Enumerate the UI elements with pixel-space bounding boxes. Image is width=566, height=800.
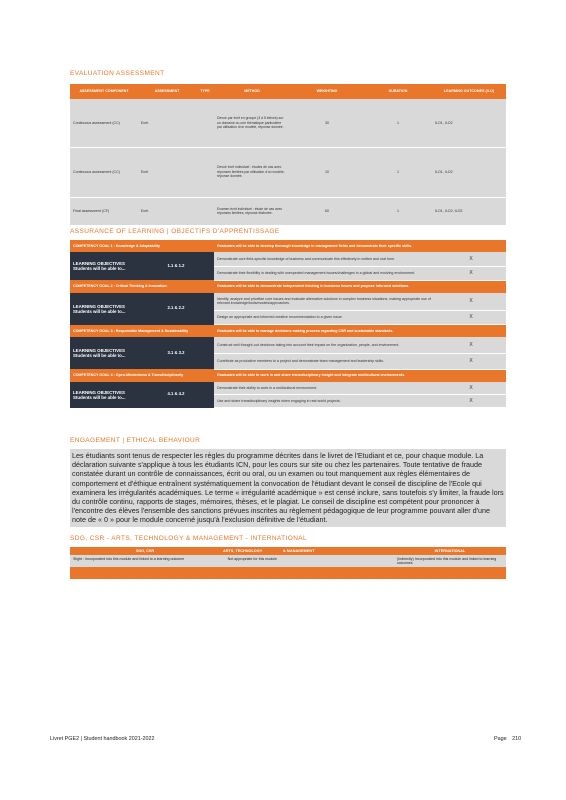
competency-row: [70, 280, 506, 293]
learning-objectives-label: [70, 293, 138, 325]
objective-text: Identify, analyze and prioritize core issues and evaluate alternative solutions in complex business situations, making appropriate use of relevant knowledge/tools/models/approaches.: [214, 293, 436, 311]
method-cell: Devoir écrit individuel : études de cas avec réponses limitées par utilisation d'un modèle, réponse donnée.: [214, 147, 290, 197]
lo-sub: Students will be able to...: [73, 308, 126, 314]
type-cell: [196, 147, 214, 197]
engagement-heading: ENGAGEMENT | ETHICAL BEHAVIOUR: [70, 437, 201, 444]
col-header-ilo: LEARNING OUTCOMES (ILO): [432, 84, 506, 99]
lo-numbers: 2.1 & 2.2: [138, 293, 214, 325]
objective-row: [70, 252, 506, 266]
sdg-header-international: INTERNATIONAL: [394, 547, 506, 555]
duration-cell: 1: [364, 197, 432, 225]
engagement-paragraph: Les étudiants sont tenus de respecter les règles du programme décrites dans le livret de l'Etudiant et ce, pour chaque module. La déclaration suivante s'applique à tous les étudiants ICN, pour les cours sur site ou chez les partenaires. Toute tentative de fraude constatée durant un contrôle de connaissances, écrit ou oral, ou un examen ou tout manquement aux règles élémentaires de comportement et d'éthique entraînent systématiquement la convocation de l'étudiant devant le conseil de discipline de l'Ecole qui examinera les irrégularités académiques. Le terme « irrégularité académique » est censé inclure, sans toutefois s'y limiter, la fraude lors du contrôle continu, rapports de stages, mémoires, thèses, et le plagiat. Le conseil de discipline est compétent pour prononcer à l'encontre des élèves l'ensemble des sanctions prévues inscrites au règlement pédagogique de leur programme pouvant aller d'une note de « 0 » pour le module concerné jusqu'à l'exclusion définitive de l'étudiant.: [72, 451, 504, 525]
page-label: Page: [494, 736, 507, 742]
objective-text: Demonstrate their flexibility in dealing with unexpected management issues/challenges in a global and evolving environment.: [214, 266, 436, 280]
lo-label: LEARNING OBJECTIVES: [73, 261, 125, 266]
objective-mark: X: [436, 395, 506, 408]
competency-description: Graduates will be able to manage decisions making process regarding CSR and sustainable standards.: [214, 325, 506, 338]
type-cell: [196, 99, 214, 147]
weighting-cell: 10: [290, 147, 364, 197]
component-cell: Final assessment (CF): [70, 197, 138, 225]
objective-mark: X: [436, 311, 506, 325]
objective-text: Demonstrate their ability to work in a multicultural environment.: [214, 382, 436, 395]
objective-mark: X: [436, 337, 506, 353]
lo-sub: Students will be able to...: [73, 266, 126, 271]
lo-label: LEARNING OBJECTIVES: [73, 389, 125, 395]
sdg-cell-arts: Not appropriate for this module: [220, 555, 280, 571]
ilo-cell: ILO1, ILO2: [432, 99, 506, 147]
sdg-footer-bar: [70, 567, 506, 579]
competency-description: Graduates will be able to develop thorough knowledge in management fields and demonstrate their specific skills.: [214, 240, 506, 252]
method-cell: Examen écrit individuel : étude de cas avec réponses limitées, réponse élaborée.: [214, 197, 290, 225]
competency-title: COMPETENCY GOAL 1 : Knowledge & Adaptability: [70, 240, 214, 252]
sdg-heading: SDG, CSR - ARTS, TECHNOLOGY & MANAGEMENT - INTERNATIONAL: [70, 535, 308, 542]
sdg-header-csr: SDG, CSR: [70, 547, 220, 555]
evaluation-heading: EVALUATION ASSESSMENT: [70, 70, 165, 77]
lo-sub: Students will be able to...: [73, 394, 126, 400]
type-cell: [196, 197, 214, 225]
objective-mark: X: [436, 353, 506, 369]
col-header-duration: DURATION: [364, 84, 432, 99]
component-cell: Continuous assessment (CC): [70, 99, 138, 147]
footer-page: [494, 736, 521, 742]
ethical-behaviour-text: [70, 449, 506, 527]
objective-text: Construct well thought-out decisions taking into account their impact on the organization, people, and environment.: [214, 337, 436, 353]
assessment-cell: Ecrit: [138, 99, 196, 147]
objective-text: Demonstrate core field-specific knowledge of business and communicate this effectively in written and oral form.: [214, 252, 436, 266]
objective-mark: X: [436, 382, 506, 395]
sdg-cell-international: (Indirectly) Incorporated into this module and linked to learning outcomes: [394, 555, 506, 571]
col-header-weighting: WEIGHTING: [290, 84, 364, 99]
lo-numbers: 1.1 & 1.2: [138, 252, 214, 280]
learning-objectives-label: [70, 382, 138, 408]
col-header-type: TYPE: [196, 84, 214, 99]
assessment-cell: Ecrit: [138, 147, 196, 197]
col-header-assessment: ASSESSMENT: [138, 84, 196, 99]
competency-row: [70, 369, 506, 382]
lo-label: LEARNING OBJECTIVES: [73, 348, 125, 353]
table-row: [70, 197, 506, 225]
component-cell: Continuous assessment (CC): [70, 147, 138, 197]
objective-text: Use and share transdisciplinary insights when engaging in real world projects.: [214, 395, 436, 408]
duration-cell: 1: [364, 99, 432, 147]
objective-text: Contribute as productive members to a project and demonstrate team management and leadership skills.: [214, 353, 436, 369]
table-row: [70, 99, 506, 147]
objective-mark: X: [436, 266, 506, 280]
competency-row: [70, 240, 506, 252]
assessment-cell: Ecrit: [138, 197, 196, 225]
ilo-cell: ILO1, ILO2: [432, 147, 506, 197]
competency-row: [70, 325, 506, 338]
assurance-table: [70, 240, 506, 408]
lo-label: LEARNING OBJECTIVES: [73, 303, 125, 309]
lo-sub: Students will be able to...: [73, 353, 126, 358]
page-number: 210: [512, 736, 522, 742]
objective-mark: X: [436, 293, 506, 311]
col-header-method: METHOD: [214, 84, 290, 99]
ilo-cell: ILO1, ILO2, ILO3: [432, 197, 506, 225]
objective-row: [70, 382, 506, 395]
table-row: [70, 147, 506, 197]
weighting-cell: 30: [290, 99, 364, 147]
learning-objectives-label: [70, 337, 138, 369]
duration-cell: 1: [364, 147, 432, 197]
method-cell: Devoir par écrit en groupe (3 à 5 élèves) sur un domaine ou une thématique particulière par utilisation d'un modèle, réponse donnée.: [214, 99, 290, 147]
competency-title: COMPETENCY GOAL 4 : Open-Mindedness & Transdisciplinarity: [70, 369, 214, 382]
competency-description: Graduates will be able to demonstrate independent thinking in business issues and propose informed solutions.: [214, 280, 506, 293]
weighting-cell: 60: [290, 197, 364, 225]
sdg-cell-csr: Slight : Incorporated into this module and linked to a learning outcome: [70, 555, 220, 571]
lo-numbers: 4.1 & 4.2: [138, 382, 214, 408]
footer-left: Livret PGE2 | Student handbook 2021-2022: [50, 736, 155, 742]
competency-title: COMPETENCY GOAL 2 : Critical Thinking & Innovation: [70, 280, 214, 293]
sdg-header-arts: ARTS, TECHNOLOGY: [220, 547, 280, 555]
sdg-header-management: & MANAGEMENT: [280, 547, 394, 555]
competency-title: COMPETENCY GOAL 3 : Responsible Management & Sustainability: [70, 325, 214, 338]
lo-numbers: 3.1 & 3.2: [138, 337, 214, 369]
col-header-component: ASSESSMENT COMPONENT: [70, 84, 138, 99]
objective-text: Design an appropriate and informed creative recommendation to a given issue.: [214, 311, 436, 325]
competency-description: Graduates will be able to work in and share transdisciplinary insight and integrate multicultural environments.: [214, 369, 506, 382]
learning-objectives-label: [70, 252, 138, 280]
assurance-heading: ASSURANCE OF LEARNING | OBJECTIFS D'APPRENTISSAGE: [70, 228, 280, 235]
objective-row: [70, 293, 506, 311]
objective-mark: X: [436, 252, 506, 266]
evaluation-table: [70, 84, 506, 226]
objective-row: [70, 337, 506, 353]
